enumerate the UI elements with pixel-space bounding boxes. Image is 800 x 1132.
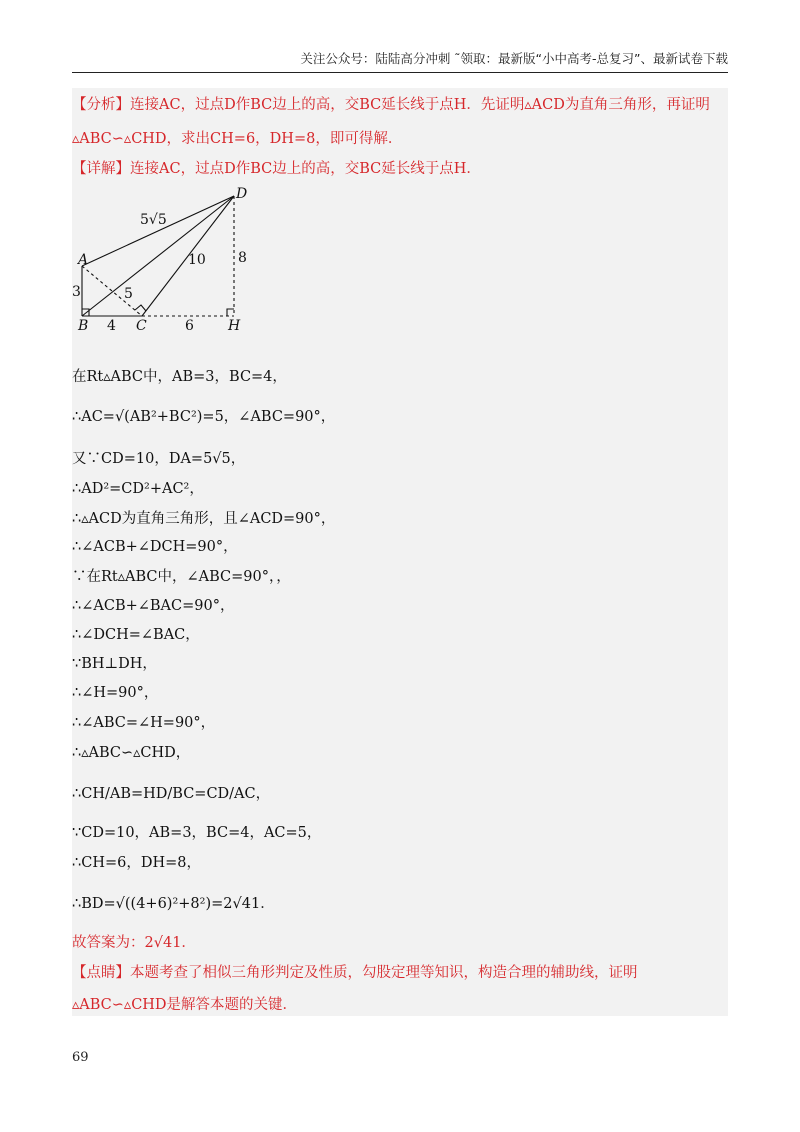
point-label-a: A <box>78 252 89 268</box>
analysis-line-1 <box>72 94 710 116</box>
step-2: ∴AC=√(AB²+BC²)=5，∠ABC=90°， <box>72 409 336 425</box>
detail-tag: 【详解】 <box>72 161 130 177</box>
length-label-bc: 4 <box>107 318 116 334</box>
analysis-text-1: 连接AC，过点D作BC边上的高，交BC延长线于点H．先证明▵ACD为直角三角形，再证明 <box>130 97 710 113</box>
step-6: ∴∠ACB+∠DCH=90°， <box>72 539 238 555</box>
step-7: ∵在Rt▵ABC中，∠ABC=90°，， <box>72 569 291 585</box>
length-label-dh: 8 <box>238 250 247 266</box>
length-label-ab: 3 <box>72 284 81 300</box>
comment-text-1: 本题考查了相似三角形判定及性质，勾股定理等知识，构造合理的辅助线，证明 <box>130 965 638 981</box>
analysis-tag: 【分析】 <box>72 97 130 113</box>
point-label-c: C <box>136 318 147 334</box>
page-number: 69 <box>72 1050 89 1065</box>
length-label-ac: 5 <box>124 286 133 302</box>
right-angle-h <box>227 309 234 316</box>
step-4: ∴AD²=CD²+AC²， <box>72 481 204 497</box>
comment-line-1 <box>72 962 638 984</box>
step-13: ∴▵ABC∽▵CHD， <box>72 745 191 761</box>
step-1: 在Rt▵ABC中，AB=3，BC=4， <box>72 369 287 385</box>
step-14: ∴CH/AB=HD/BC=CD/AC， <box>72 786 271 802</box>
step-16: ∴CH=6，DH=8， <box>72 855 201 871</box>
page-header: 关注公众号：陆陆高分冲刺 ˜领取：最新版“小中高考-总复习”、最新试卷下载 <box>72 50 728 73</box>
length-label-cd: 10 <box>188 252 206 268</box>
detail-text-1: 连接AC，过点D作BC边上的高，交BC延长线于点H． <box>130 161 481 177</box>
step-12: ∴∠ABC=∠H=90°， <box>72 715 216 731</box>
comment-tag: 【点睛】 <box>72 965 130 981</box>
point-label-b: B <box>78 318 89 334</box>
answer-line: 故答案为：2√41． <box>72 935 196 951</box>
point-label-h: H <box>228 318 241 334</box>
step-5: ∴▵ACD为直角三角形，且∠ACD=90°， <box>72 511 336 527</box>
comment-line-2: ▵ABC∽▵CHD是解答本题的关键． <box>72 997 298 1013</box>
step-10: ∵BH⊥DH， <box>72 656 157 672</box>
step-9: ∴∠DCH=∠BAC， <box>72 627 200 643</box>
right-angle-c <box>135 305 146 311</box>
step-15: ∵CD=10，AB=3，BC=4，AC=5， <box>72 825 322 841</box>
step-17: ∴BD=√((4+6)²+8²)=2√41． <box>72 896 275 912</box>
solution-panel <box>72 88 728 1016</box>
step-3: 又∵CD=10，DA=5√5， <box>72 451 246 467</box>
analysis-line-2: ▵ABC∽▵CHD，求出CH=6，DH=8，即可得解． <box>72 131 403 147</box>
step-8: ∴∠ACB+∠BAC=90°， <box>72 598 235 614</box>
detail-line-1 <box>72 158 481 180</box>
length-label-ch: 6 <box>185 318 194 334</box>
length-label-ad: 5√5 <box>140 212 167 228</box>
geometry-figure <box>72 184 272 334</box>
point-label-d: D <box>236 186 248 202</box>
step-11: ∴∠H=90°， <box>72 685 159 701</box>
